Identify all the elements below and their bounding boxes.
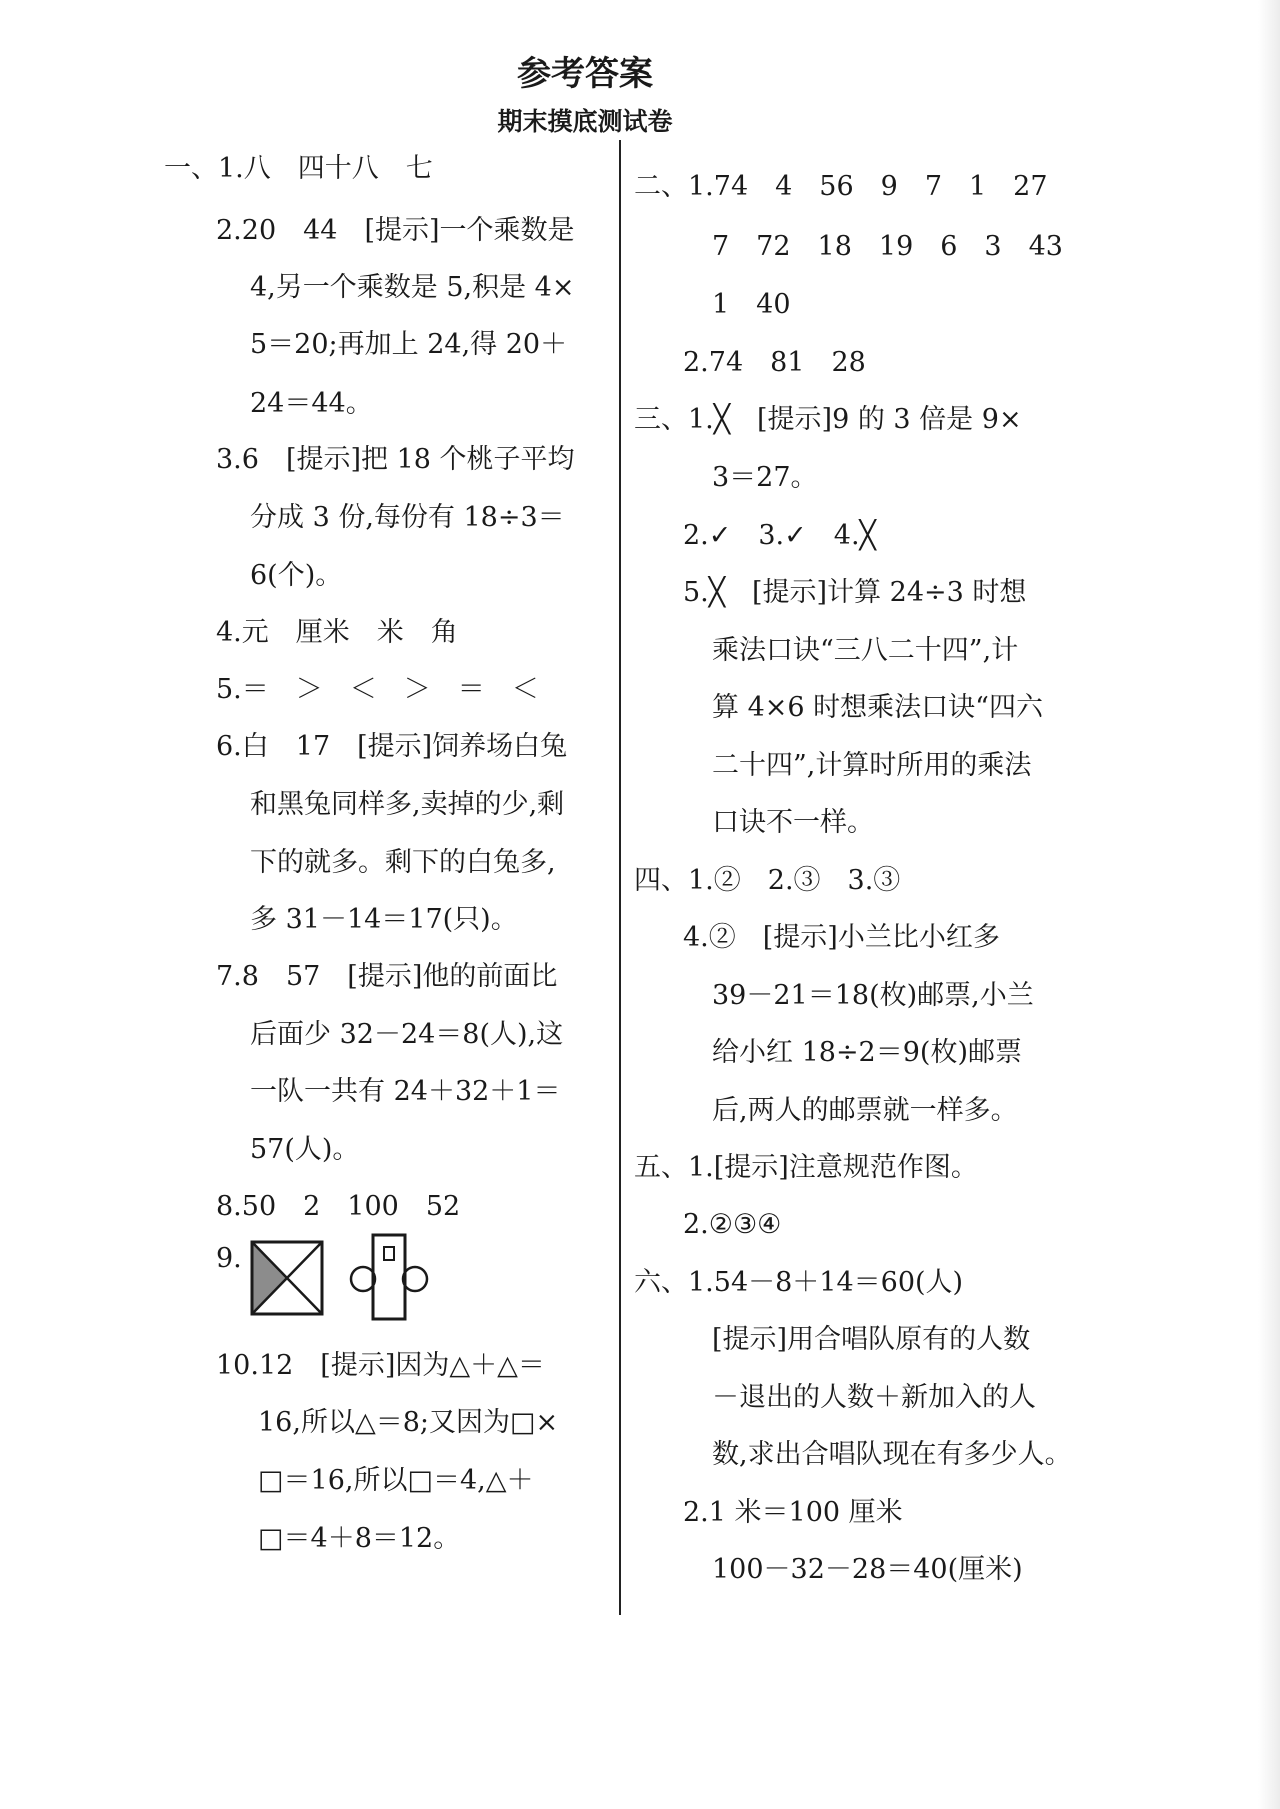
answer-line: 6(个)。 (250, 560, 343, 591)
answer-line: 3＝27。 (712, 462, 818, 493)
answer-line: 三、1.╳ [提示]9 的 3 倍是 9× (634, 404, 1022, 435)
answer-line: 4,另一个乘数是 5,积是 4× (250, 272, 575, 303)
answer-line: 四、1.② 2.③ 3.③ (634, 865, 901, 896)
answer-line: 4.② [提示]小兰比小红多 (683, 922, 1000, 953)
answer-line: 10.12 [提示]因为△＋△＝ (216, 1350, 545, 1381)
answer-line: －退出的人数＋新加入的人 (712, 1382, 1036, 1413)
left-circle (351, 1267, 375, 1291)
answer-line: 3.6 [提示]把 18 个桃子平均 (216, 444, 575, 475)
answer-line: □＝16,所以□＝4,△＋ (258, 1465, 534, 1496)
right-circle (403, 1267, 427, 1291)
answer-line: 39－21＝18(枚)邮票,小兰 (712, 980, 1034, 1011)
answer-line: 下的就多。剩下的白兔多, (250, 847, 556, 878)
answer-line: 2.1 米＝100 厘米 (683, 1497, 903, 1528)
shaded-triangle (252, 1242, 287, 1314)
answer-line: 2.✓ 3.✓ 4.╳ (683, 520, 876, 551)
page-subtitle: 期末摸底测试卷 (497, 107, 673, 136)
answer-line: 一队一共有 24＋32＋1＝ (250, 1076, 561, 1107)
answer-line: 口诀不一样。 (712, 807, 874, 838)
answer-line: 9. (216, 1243, 242, 1274)
answer-line: 7 72 18 19 6 3 43 (712, 231, 1063, 262)
answer-line: 7.8 57 [提示]他的前面比 (216, 961, 558, 992)
answer-line: 给小红 18÷2＝9(枚)邮票 (712, 1037, 1022, 1068)
answer-line: 数,求出合唱队现在有多少人。 (712, 1439, 1072, 1470)
answer-line: 16,所以△＝8;又因为□× (258, 1407, 559, 1438)
answer-line: 算 4×6 时想乘法口诀“四六 (712, 692, 1043, 723)
answer-line: 乘法口诀“三八二十四”,计 (712, 635, 1019, 666)
answer-line: □＝4＋8＝12。 (258, 1523, 461, 1554)
answer-line: 五、1.[提示]注意规范作图。 (634, 1152, 978, 1183)
answer-line: 100－32－28＝40(厘米) (712, 1554, 1023, 1585)
q9-square-figure (250, 1240, 324, 1316)
answer-line: 后,两人的邮票就一样多。 (712, 1095, 1018, 1126)
answer-line: 57(人)。 (250, 1134, 360, 1165)
answer-line: 5＝20;再加上 24,得 20＋ (250, 329, 568, 360)
q9-symmetric-figure (346, 1233, 432, 1321)
answer-line: 6.白 17 [提示]饲养场白兔 (216, 731, 568, 762)
answer-line: 8.50 2 100 52 (216, 1191, 461, 1222)
column-divider (619, 140, 621, 1615)
answer-line: 二、1.74 4 56 9 7 1 27 (634, 171, 1048, 202)
answer-line: 24＝44。 (250, 388, 373, 419)
answer-line: 5.╳ [提示]计算 24÷3 时想 (683, 577, 1027, 608)
answer-line: 和黑兔同样多,卖掉的少,剩 (250, 789, 565, 820)
answer-line: 二十四”,计算时所用的乘法 (712, 750, 1032, 781)
answer-line: 分成 3 份,每份有 18÷3＝ (250, 502, 565, 533)
answer-line: 2.20 44 [提示]一个乘数是 (216, 215, 575, 246)
answer-line: 多 31－14＝17(只)。 (250, 904, 518, 935)
answer-line: [提示]用合唱队原有的人数 (712, 1324, 1031, 1355)
small-rectangle (384, 1247, 394, 1260)
answer-line: 六、1.54－8＋14＝60(人) (634, 1267, 964, 1298)
answer-line: 后面少 32－24＝8(人),这 (250, 1019, 564, 1050)
answer-line: 4.元 厘米 米 角 (216, 617, 458, 648)
page-title: 参考答案 (517, 54, 653, 94)
answer-line: 5.＝ ＞ ＜ ＞ ＝ ＜ (216, 674, 539, 705)
answer-line: 2.②③④ (683, 1209, 782, 1240)
scan-edge-shadow (1258, 0, 1280, 1809)
answer-line: 1 40 (712, 289, 791, 320)
answer-line: 2.74 81 28 (683, 347, 866, 378)
answer-line: 一、1.八 四十八 七 (164, 153, 433, 184)
